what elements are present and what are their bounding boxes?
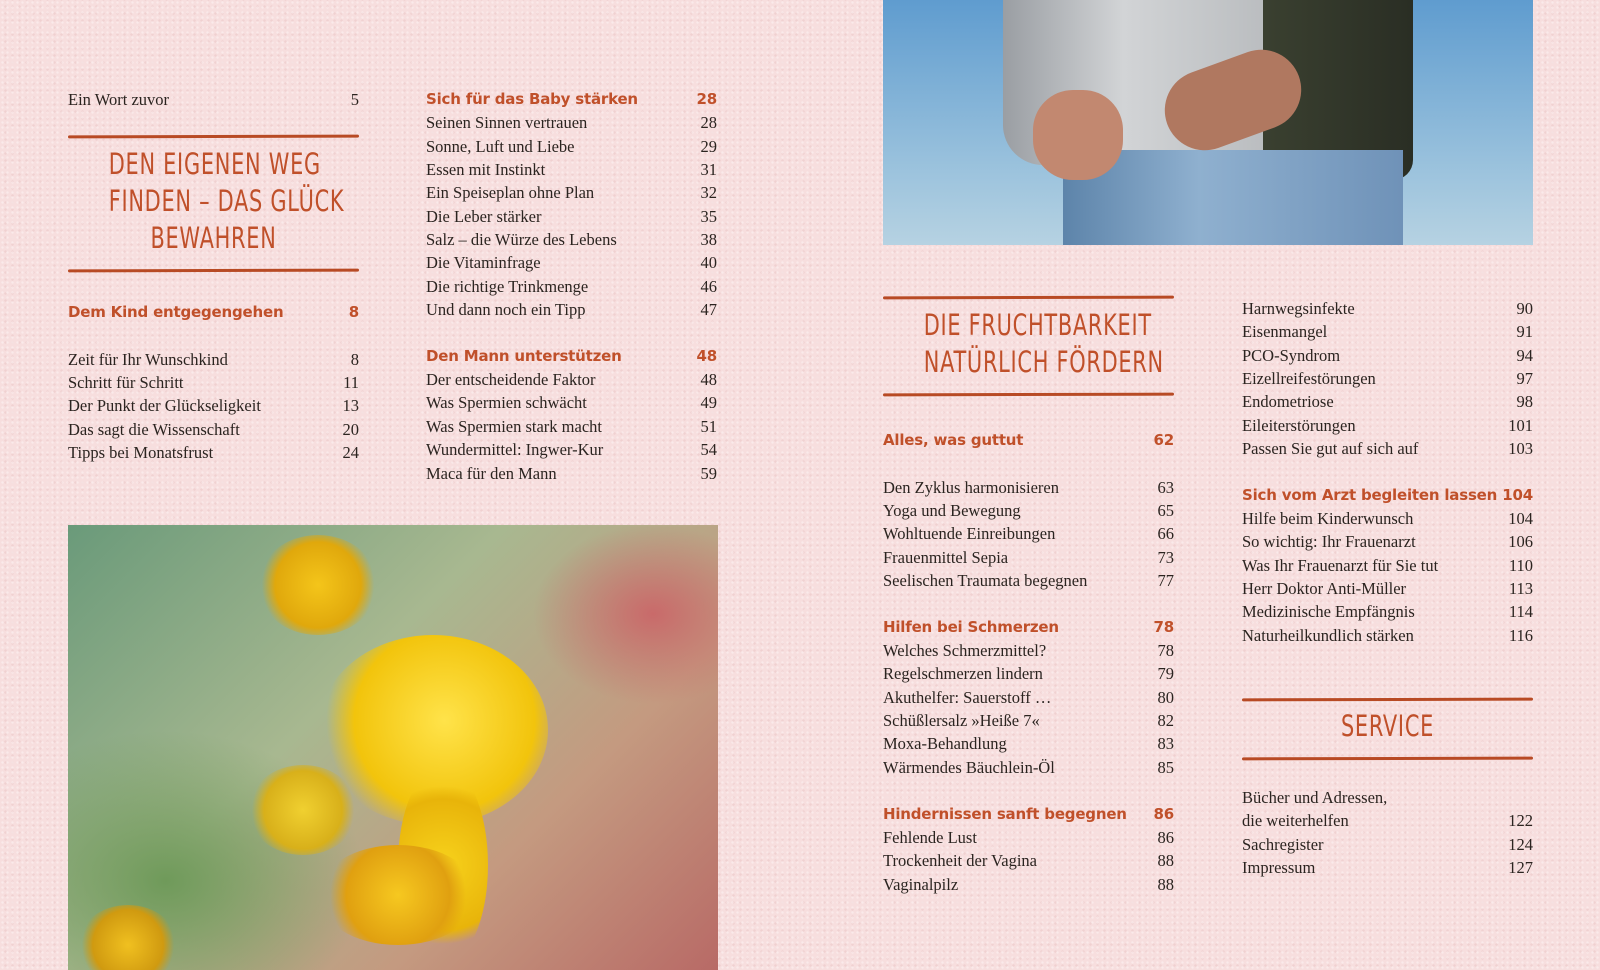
toc-entry[interactable] [883, 546, 1174, 569]
toc-entry[interactable] [883, 662, 1174, 685]
toc-entry-label: Hilfen bei Schmerzen [883, 617, 1059, 636]
toc-entry-label: Den Mann unterstützen [426, 346, 622, 365]
toc-page-number: 40 [700, 253, 717, 273]
toc-entry[interactable] [883, 873, 1174, 896]
title-line: DIE FRUCHTBARKEIT [923, 308, 1152, 342]
title-line: DEN EIGENEN WEG [108, 147, 321, 181]
toc-entry[interactable] [426, 111, 717, 134]
toc-entry[interactable] [1242, 624, 1533, 647]
service-title [1242, 708, 1533, 745]
toc-page-number: 86 [1157, 827, 1174, 847]
toc-entry-label: Was Spermien stark macht [426, 416, 602, 436]
toc-page-number: 32 [700, 183, 717, 203]
toc-entry[interactable] [426, 135, 717, 158]
toc-entry[interactable] [883, 686, 1174, 709]
toc-entry-label: Was Spermien schwächt [426, 393, 587, 413]
toc-page-number: 46 [700, 276, 717, 296]
toc-page-number: 104 [1508, 509, 1533, 529]
toc-entry-label: Sonne, Luft und Liebe [426, 136, 575, 156]
toc-entry-label: Der Punkt der Glückseligkeit [68, 396, 261, 416]
toc-entry-label: PCO-Syndrom [1242, 345, 1341, 365]
toc-chapter-heading[interactable] [883, 616, 1174, 639]
toc-entry[interactable] [1242, 414, 1533, 437]
couple-photo [883, 0, 1533, 245]
toc-chapter-col1 [883, 429, 1174, 896]
toc-entry-label: Schüßlersalz »Heiße 7« [883, 711, 1040, 731]
toc-entry-label: Salz – die Würze des Lebens [426, 230, 617, 250]
toc-entry-label: Wärmendes Bäuchlein-Öl [883, 757, 1055, 777]
toc-entry[interactable] [68, 418, 359, 441]
toc-page-number: 73 [1157, 547, 1174, 567]
toc-page-number: 49 [700, 393, 717, 413]
toc-page-number: 85 [1157, 757, 1174, 777]
spacer [883, 592, 1174, 615]
toc-entry-label: Eileiterstörungen [1242, 415, 1356, 435]
toc-page-number: 88 [1157, 851, 1174, 871]
toc-entry[interactable] [1242, 390, 1533, 413]
toc-entry[interactable] [426, 158, 717, 181]
toc-page-number: 63 [1157, 477, 1174, 497]
spacer [1242, 460, 1533, 483]
toc-page-number: 20 [342, 419, 359, 439]
toc-page-number: 116 [1508, 625, 1533, 645]
toc-entry-label: Regelschmerzen lindern [883, 664, 1043, 684]
toc-page-number: 62 [1153, 431, 1174, 449]
toc-entry-label: Wundermittel: Ingwer-Kur [426, 440, 604, 460]
toc-entry-label: Eizellreifestörungen [1242, 369, 1376, 389]
toc-entry[interactable] [426, 205, 717, 228]
hand [1033, 90, 1123, 180]
title-line: BEWAHREN [150, 221, 277, 255]
toc-entry-label: Maca für den Mann [426, 463, 557, 483]
toc-entry[interactable] [1242, 833, 1533, 856]
toc-entry-label: Ein Wort zuvor [68, 90, 170, 109]
toc-entry[interactable] [426, 251, 717, 274]
toc-page-number: 48 [696, 346, 717, 365]
toc-entry-label: Sachregister [1242, 834, 1324, 854]
toc-entry-label: Tipps bei Monatsfrust [68, 443, 214, 463]
toc-entry-label: Was Ihr Frauenarzt für Sie tut [1242, 555, 1439, 575]
toc-entry[interactable] [68, 348, 359, 371]
toc-entry-label: Wohltuende Einreibungen [883, 524, 1056, 544]
title-line: NATÜRLICH FÖRDERN [923, 345, 1164, 379]
toc-entry[interactable] [426, 298, 717, 321]
toc-service [1242, 786, 1533, 879]
toc-entry[interactable] [1242, 600, 1533, 623]
toc-page-number: 8 [348, 303, 359, 321]
toc-entry-label: Passen Sie gut auf sich auf [1242, 439, 1419, 459]
flower-bud [258, 535, 378, 635]
toc-page-number: 8 [350, 349, 359, 369]
spacer [883, 452, 1174, 475]
toc-page-number: 114 [1508, 602, 1533, 622]
flower-bud [248, 765, 358, 855]
toc-entry-label: Bücher und Adressen, [1242, 788, 1388, 807]
toc-entry[interactable] [1242, 344, 1533, 367]
toc-entry-label: Seelischen Traumata begegnen [883, 571, 1088, 591]
toc-entry-label: Der entscheidende Faktor [426, 370, 596, 390]
toc-chapter-dem-kind [68, 301, 359, 464]
toc-entry[interactable] [883, 849, 1174, 872]
toc-page-number: 54 [700, 440, 717, 460]
toc-entry[interactable] [426, 415, 717, 438]
toc-entry-label: Yoga und Bewegung [883, 501, 1021, 521]
toc-entry[interactable] [68, 441, 359, 464]
toc-entry-label: Hindernissen sanft begegnen [883, 804, 1127, 823]
toc-entry-label: Ein Speiseplan ohne Plan [426, 183, 595, 203]
toc-page-number: 65 [1157, 501, 1174, 521]
toc-chapter-baby-mann [426, 88, 717, 485]
toc-entry-label: Die Vitaminfrage [426, 253, 541, 273]
toc-entry-label: Dem Kind entgegengehen [68, 303, 284, 321]
toc-entry-label: Vaginalpilz [883, 874, 959, 894]
toc-entry[interactable] [883, 709, 1174, 732]
toc-chapter-heading[interactable] [68, 301, 359, 324]
toc-entry-label: Akuthelfer: Sauerstoff … [883, 687, 1052, 707]
toc-entry[interactable] [68, 371, 359, 394]
toc-entry[interactable] [883, 522, 1174, 545]
toc-entry[interactable] [68, 88, 359, 111]
toc-page-number: 124 [1508, 834, 1533, 854]
toc-entry-label: Zeit für Ihr Wunschkind [68, 349, 228, 369]
toc-page-number: 127 [1508, 858, 1533, 878]
toc-entry-label: Und dann noch ein Tipp [426, 300, 586, 320]
toc-entry[interactable] [1242, 786, 1533, 809]
toc-page-number: 51 [700, 416, 717, 436]
toc-entry[interactable] [883, 732, 1174, 755]
divider [68, 269, 359, 273]
divider [883, 296, 1174, 300]
toc-page-number: 66 [1157, 524, 1174, 544]
toc-page-number: 5 [350, 90, 359, 109]
toc-entry-label: Alles, was guttut [883, 431, 1024, 449]
toc-entry-label: Trockenheit der Vagina [883, 851, 1037, 871]
toc-page-number: 80 [1157, 687, 1174, 707]
toc-page-number: 82 [1157, 711, 1174, 731]
spacer [426, 321, 717, 344]
divider [68, 135, 359, 139]
toc-entry[interactable] [426, 462, 717, 485]
toc-page-number: 35 [700, 206, 717, 226]
toc-entry[interactable] [883, 499, 1174, 522]
toc-entry[interactable] [68, 394, 359, 417]
toc-entry-label: Medizinische Empfängnis [1242, 602, 1415, 622]
toc-entry[interactable] [883, 826, 1174, 849]
toc-entry-label: Herr Doktor Anti-Müller [1242, 579, 1407, 599]
flower-photo [68, 525, 718, 970]
toc-entry-label: Die Leber stärker [426, 206, 542, 226]
title-line: FINDEN – DAS GLÜCK [108, 184, 345, 218]
toc-entry[interactable] [883, 569, 1174, 592]
toc-page-number: 59 [700, 463, 717, 483]
toc-page-number: 91 [1516, 322, 1533, 342]
toc-entry[interactable] [1242, 297, 1533, 320]
toc-chapter-heading[interactable] [883, 429, 1174, 452]
toc-entry[interactable] [883, 476, 1174, 499]
toc-page-number: 79 [1157, 664, 1174, 684]
toc-chapter-heading[interactable] [883, 803, 1174, 826]
toc-chapter-heading[interactable] [426, 88, 717, 111]
toc-entry[interactable] [426, 368, 717, 391]
part-title-2 [883, 307, 1174, 381]
toc-entry-label: Schritt für Schritt [68, 373, 184, 393]
toc-page-number: 28 [696, 90, 717, 108]
toc-entry-label: Sich vom Arzt begleiten lassen [1242, 485, 1498, 504]
toc-page-number: 47 [700, 300, 717, 320]
toc-page-number: 104 [1502, 485, 1533, 504]
toc-entry[interactable] [1242, 577, 1533, 600]
toc-page-number: 110 [1508, 555, 1533, 575]
toc-page-number: 101 [1508, 415, 1533, 435]
toc-page-number: 83 [1157, 734, 1174, 754]
toc-entry-label: Moxa-Behandlung [883, 734, 1007, 754]
toc-entry[interactable] [883, 756, 1174, 779]
toc-entry[interactable] [426, 275, 717, 298]
toc-entry-label: Welches Schmerzmittel? [883, 641, 1047, 661]
toc-entry-label: Seinen Sinnen vertrauen [426, 113, 588, 133]
toc-page-number: 88 [1157, 874, 1174, 894]
divider [1242, 698, 1533, 702]
toc-entry-label: Sich für das Baby stärken [426, 90, 638, 108]
title-line: SERVICE [1340, 709, 1435, 743]
toc-chapter-col2 [1242, 297, 1533, 647]
toc-entry[interactable] [426, 391, 717, 414]
toc-page-number: 97 [1516, 369, 1533, 389]
toc-page-number: 78 [1157, 641, 1174, 661]
flower-bud [78, 905, 178, 970]
divider [883, 393, 1174, 397]
toc-page-number: 94 [1516, 345, 1533, 365]
flower-bud [318, 845, 478, 945]
toc-entry-label: Hilfe beim Kinderwunsch [1242, 509, 1414, 529]
toc-entry-label: Impressum [1242, 858, 1316, 878]
toc-entry-label: Die richtige Trinkmenge [426, 276, 589, 296]
toc-page-number: 31 [700, 160, 717, 180]
toc-entry[interactable] [1242, 554, 1533, 577]
toc-entry-label: Den Zyklus harmonisieren [883, 477, 1059, 497]
spacer [883, 779, 1174, 802]
toc-page-number: 24 [342, 443, 359, 463]
toc-entry[interactable] [1242, 809, 1533, 832]
toc-entry-label: die weiterhelfen [1242, 811, 1349, 831]
toc-entry-label: Eisenmangel [1242, 322, 1328, 342]
toc-entry-label: Das sagt die Wissenschaft [68, 419, 240, 439]
part-title-1 [68, 146, 359, 257]
toc-page-number: 11 [343, 373, 359, 393]
toc-entry[interactable] [1242, 367, 1533, 390]
toc-entry-label: Frauenmittel Sepia [883, 547, 1009, 567]
toc-entry[interactable] [1242, 437, 1533, 460]
toc-entry-label: Essen mit Instinkt [426, 160, 546, 180]
toc-page-number: 78 [1153, 617, 1174, 636]
toc-page-number: 77 [1157, 571, 1174, 591]
toc-chapter-heading[interactable] [426, 345, 717, 368]
toc-page-number: 28 [700, 113, 717, 133]
toc-entry[interactable] [1242, 507, 1533, 530]
toc-entry-label: Harnwegsinfekte [1242, 299, 1355, 318]
toc-entry[interactable] [426, 228, 717, 251]
toc-page-number: 13 [342, 396, 359, 416]
toc-entry[interactable] [1242, 320, 1533, 343]
toc-page-number: 90 [1516, 299, 1533, 318]
toc-page-number: 106 [1508, 532, 1533, 552]
spacer [68, 324, 359, 347]
toc-page-number: 29 [700, 136, 717, 156]
toc-entry-label: Endometriose [1242, 392, 1334, 412]
toc-page-number: 98 [1516, 392, 1533, 412]
toc-page-number: 113 [1508, 579, 1533, 599]
toc-intro [68, 88, 359, 111]
toc-entry[interactable] [426, 438, 717, 461]
toc-entry[interactable] [426, 181, 717, 204]
toc-page-number: 86 [1153, 804, 1174, 823]
toc-entry[interactable] [1242, 856, 1533, 879]
toc-entry-label: Naturheilkundlich stärken [1242, 625, 1414, 645]
toc-page-number: 103 [1508, 439, 1533, 459]
toc-entry[interactable] [1242, 530, 1533, 553]
toc-page-number: 122 [1508, 811, 1533, 831]
toc-entry-label: So wichtig: Ihr Frauenarzt [1242, 532, 1416, 552]
toc-entry[interactable] [883, 639, 1174, 662]
toc-page-number: 38 [700, 230, 717, 250]
divider [1242, 757, 1533, 761]
toc-entry-label: Fehlende Lust [883, 827, 977, 847]
toc-page-number: 48 [700, 370, 717, 390]
toc-chapter-heading[interactable] [1242, 484, 1533, 507]
